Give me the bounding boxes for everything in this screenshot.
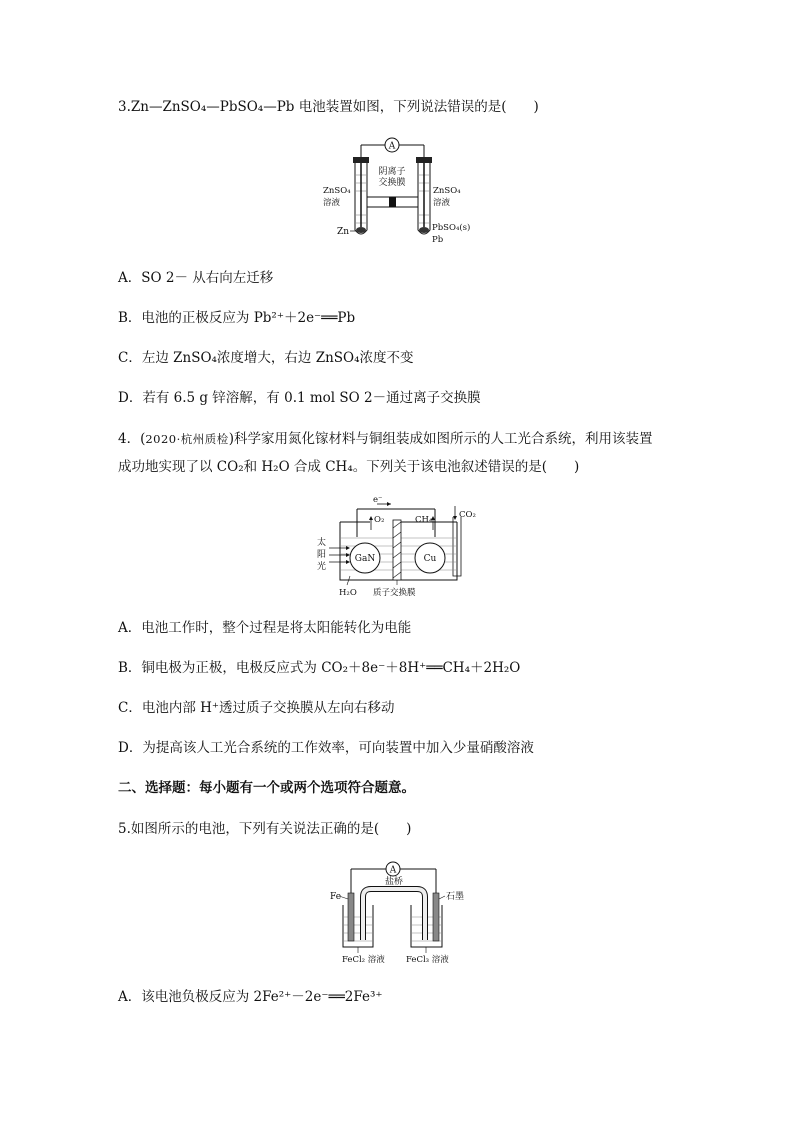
q5-left-solution: FeCl₂ 溶液 (342, 955, 385, 965)
q4-stem-line2: 成功地实现了以 CO₂和 H₂O 合成 CH₄。下列关于该电池叙述错误的是( ) (118, 459, 580, 475)
q3-option-a: A．SO 2－ 从右向左迁移 (118, 270, 274, 286)
q5-option-a: A．该电池负极反应为 2Fe²⁺－2e⁻══2Fe³⁺ (118, 989, 383, 1005)
q3-option-c: C．左边 ZnSO₄浓度增大，右边 ZnSO₄浓度不变 (118, 350, 414, 366)
q3-right-solution-1: ZnSO₄ (433, 186, 461, 196)
q4-figure (305, 492, 490, 602)
q5-right-solution: FeCl₃ 溶液 (406, 955, 449, 965)
q4-option-a: A．电池工作时，整个过程是将太阳能转化为电能 (118, 620, 412, 636)
q4-gan-label: GaN (354, 554, 376, 564)
q4-option-d: D．为提高该人工光合系统的工作效率，可向装置中加入少量硝酸溶液 (118, 740, 534, 756)
section-2-heading: 二、选择题：每小题有一个或两个选项符合题意。 (118, 780, 415, 796)
q3-option-d: D．若有 6.5 g 锌溶解，有 0.1 mol SO 2－通过离子交换膜 (118, 390, 481, 406)
q5-salt-bridge-label: 盐桥 (384, 877, 404, 887)
q4-option-c: C．电池内部 H⁺透过质子交换膜从左向右移动 (118, 700, 395, 716)
q3-stem: 3.Zn—ZnSO₄—PbSO₄—Pb 电池装置如图，下列说法错误的是( ) (118, 99, 539, 115)
q4-stem-line1 (118, 430, 653, 448)
q5-right-electrode: 石墨 (446, 892, 465, 902)
q4-h2o-label: H₂O (339, 588, 357, 598)
q3-figure (318, 135, 478, 250)
q3-right-solution-2: 溶液 (433, 198, 451, 208)
q5-left-electrode: Fe (330, 892, 342, 902)
q4-electron-label: e⁻ (373, 495, 383, 505)
q3-membrane-label-2: 交换膜 (378, 178, 406, 188)
q4-source: 2020·杭州质检 (145, 432, 229, 446)
q5-ammeter-label: A (389, 865, 397, 876)
q4-sunlight-2: 阳 (317, 550, 327, 560)
q4-sunlight-3: 光 (317, 562, 327, 572)
q3-right-electrode-1: PbSO₄(s) (432, 223, 471, 233)
q4-co2-label: CO₂ (459, 510, 476, 520)
q4-option-b: B．铜电极为正极，电极反应式为 CO₂＋8e⁻＋8H⁺══CH₄＋2H₂O (118, 660, 521, 676)
q4-sunlight-1: 太 (317, 538, 327, 548)
q3-left-electrode: Zn (337, 227, 350, 237)
q4-number: 4．( (118, 431, 146, 447)
q4-stem-rest: )科学家用氮化镓材料与铜组装成如图所示的人工光合系统，利用该装置 (228, 431, 653, 447)
q3-left-solution-1: ZnSO₄ (323, 186, 351, 196)
q3-left-solution-2: 溶液 (323, 198, 341, 208)
q3-membrane-label-1: 阴离子 (378, 167, 406, 177)
q3-ammeter-label: A (388, 141, 396, 152)
q4-cu-label: Cu (423, 554, 437, 564)
q4-membrane-label: 质子交换膜 (373, 588, 416, 598)
q4-o2-label: O₂ (374, 515, 385, 525)
q3-right-electrode-2: Pb (432, 235, 444, 245)
q5-figure (318, 855, 478, 970)
q3-option-b: B．电池的正极反应为 Pb²⁺＋2e⁻══Pb (118, 310, 356, 326)
q5-stem: 5.如图所示的电池，下列有关说法正确的是( ) (118, 821, 412, 837)
q4-ch4-label: CH₄ (415, 515, 433, 525)
